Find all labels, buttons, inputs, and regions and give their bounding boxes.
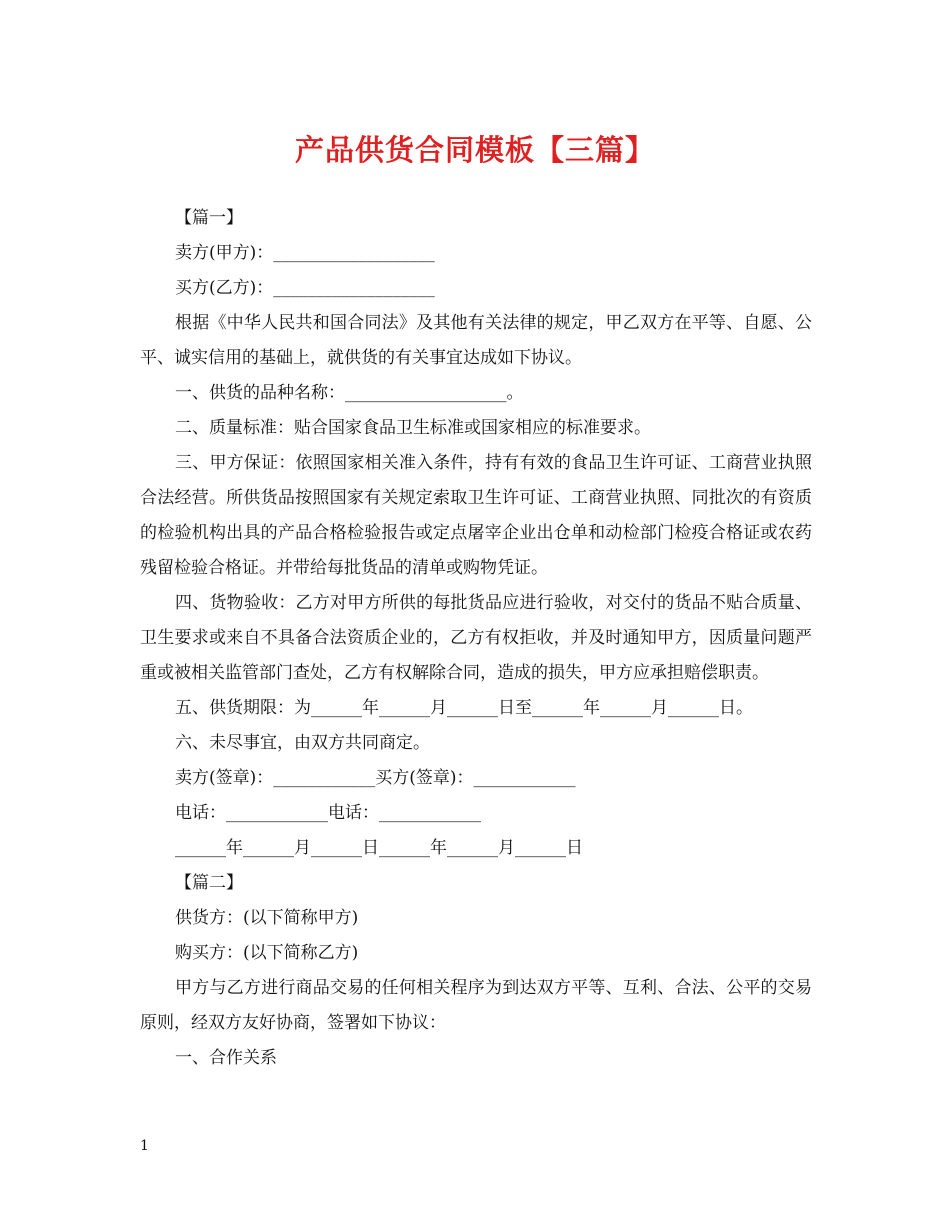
section-heading: 【篇一】 xyxy=(175,208,243,228)
paragraph: 根据《中华人民共和国合同法》及其他有关法律的规定，甲乙双方在平等、自愿、公平、诚实信用的基础上，就供货的有关事宜达成如下协议。 xyxy=(140,313,812,368)
seller-line: 卖方(甲方)：___________________ xyxy=(175,243,435,263)
paragraph: 一、合作关系 xyxy=(175,1048,277,1068)
paragraph: 二、质量标准：贴合国家食品卫生标准或国家相应的标准要求。 xyxy=(175,418,651,438)
date-line: ______年______月______日______年______月______日 xyxy=(175,838,583,858)
paragraph: 五、供货期限：为______年______月______日至______年______月______日。 xyxy=(175,698,753,718)
buyer-line: 买方(乙方)：___________________ xyxy=(175,278,435,298)
paragraph: 六、未尽事宜，由双方共同商定。 xyxy=(175,733,430,753)
paragraph: 三、甲方保证：依照国家相关准入条件，持有有效的食品卫生许可证、工商营业执照合法经营。所供货品按照国家有关规定索取卫生许可证、工商营业执照、同批次的有资质的检验机构出具的产品合格检验报告或定点屠宰企业出仓单和动检部门检疫合格证或农药残留检验合格证。并带给每批货品的清单或购物凭证。 xyxy=(140,453,812,578)
paragraph: 四、货物验收：乙方对甲方所供的每批货品应进行验收，对交付的货品不贴合质量、卫生要求或来自不具备合法资质企业的，乙方有权拒收，并及时通知甲方，因质量问题严重或被相关监管部门查处，乙方有权解除合同，造成的损失，甲方应承担赔偿职责。 xyxy=(140,593,812,683)
signature-line: 卖方(签章)：____________买方(签章)：____________ xyxy=(175,768,576,788)
paragraph: 一、供货的品种名称：___________________。 xyxy=(175,383,524,403)
document-body xyxy=(140,201,812,1076)
section-heading: 【篇二】 xyxy=(175,873,243,893)
page-number: 1 xyxy=(140,1138,149,1154)
document-title: 产品供货合同模板【三篇】 xyxy=(294,133,655,167)
paragraph: 甲方与乙方进行商品交易的任何相关程序为到达双方平等、互利、合法、公平的交易原则，经双方友好协商，签署如下协议： xyxy=(140,978,812,1033)
phone-line: 电话：____________电话：____________ xyxy=(175,803,481,823)
supplier-line: 供货方：(以下简称甲方) xyxy=(175,908,359,928)
purchaser-line: 购买方：(以下简称乙方) xyxy=(175,943,359,963)
